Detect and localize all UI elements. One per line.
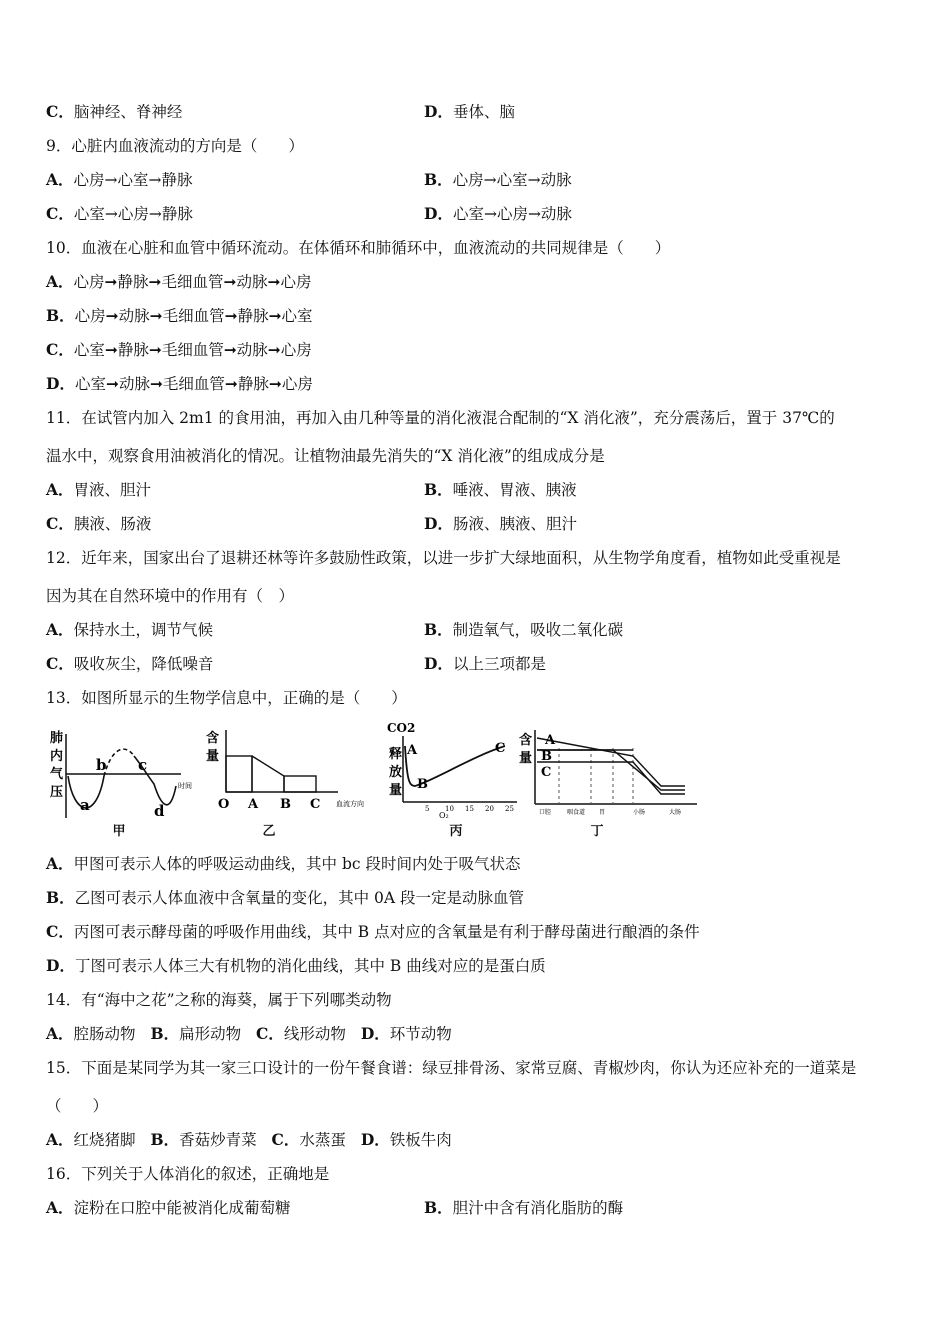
option-label: D． xyxy=(46,374,75,393)
option-text: 丁图可表示人体三大有机物的消化曲线，其中 B 曲线对应的是蛋白质 xyxy=(74,957,546,975)
option-label: D． xyxy=(424,654,453,673)
option-b-col xyxy=(424,480,577,500)
option-label: A． xyxy=(46,1130,74,1149)
option-label: C． xyxy=(46,514,74,533)
option-text: 心室➞静脉➞毛细血管➞动脉➞心房 xyxy=(73,341,312,359)
x-axis-label: 血流方向 xyxy=(336,800,364,808)
option-text: 胃液、胆汁 xyxy=(73,481,152,499)
option-text: 环节动物 xyxy=(389,1025,452,1043)
question-stem-cont: 因为其在自然环境中的作用有（ ） xyxy=(46,587,295,605)
option-b-col xyxy=(424,1198,623,1218)
option-row xyxy=(46,854,521,874)
option-b-col xyxy=(424,102,515,122)
question-stem: 14．有“海中之花”之称的海葵，属于下列哪类动物 xyxy=(46,991,392,1009)
figure-ding xyxy=(515,726,705,822)
option-text: 胆汁中含有消化脂肪的酶 xyxy=(452,1199,624,1217)
ylabel-char: 放 xyxy=(389,765,403,780)
q8-options-row xyxy=(46,102,515,122)
option-label: D． xyxy=(424,514,453,533)
option-label: A． xyxy=(46,480,74,499)
ylabel-char: 压 xyxy=(50,785,64,800)
tick-label: O xyxy=(218,797,230,812)
question-stem-cont: 温水中，观察食用油被消化的情况。让植物油最先消失的“X 消化液”的组成成分是 xyxy=(46,447,605,465)
tick-label: C xyxy=(310,797,321,812)
option-text: 水蒸蛋 xyxy=(299,1131,346,1149)
option-label: A． xyxy=(46,620,74,639)
option-label: C． xyxy=(46,340,74,359)
option-text: 心室→心房→动脉 xyxy=(452,205,572,223)
option-text: 肠液、胰液、胆汁 xyxy=(452,515,577,533)
question-stem: 15．下面是某同学为其一家三口设计的一份午餐食谱：绿豆排骨汤、家常豆腐、青椒炒肉，你认为还应补充的一道菜是 xyxy=(46,1059,857,1077)
figure-caption-bing: 丙 xyxy=(449,824,463,839)
option-text: 乙图可表示人体血液中含氧量的变化，其中 0A 段一定是动脉血管 xyxy=(74,889,525,907)
figure-bing xyxy=(383,720,533,820)
option-text: 淀粉在口腔中能被消化成葡萄糖 xyxy=(73,1199,291,1217)
option-label: B． xyxy=(424,620,453,639)
option-b-col xyxy=(424,204,572,224)
option-label: A． xyxy=(46,170,74,189)
option-row xyxy=(46,922,700,942)
option-text: 扁形动物 xyxy=(179,1025,242,1043)
q12-options-row-2 xyxy=(46,654,546,674)
option-text: 心室➞动脉➞毛细血管➞静脉➞心房 xyxy=(74,375,313,393)
ylabel-char: 肺 xyxy=(50,731,64,746)
ylabel-char: 量 xyxy=(206,749,220,764)
tick-label: 25 xyxy=(505,805,514,813)
option-label: C． xyxy=(256,1024,284,1043)
tick-label: 小肠 xyxy=(633,809,646,816)
option-label: B． xyxy=(46,306,75,325)
q14-options-row xyxy=(46,1024,452,1044)
option-text: 心房➞动脉➞毛细血管➞静脉➞心室 xyxy=(74,307,313,325)
option-label: C． xyxy=(46,654,74,673)
tick-label: 20 xyxy=(485,805,494,813)
tick-label: B xyxy=(280,797,291,812)
option-text: 唾液、胃液、胰液 xyxy=(452,481,577,499)
point-label-a: a xyxy=(80,796,90,814)
ylabel-char: 含 xyxy=(206,731,220,746)
tick-label: 胃 xyxy=(599,809,606,816)
option-text: 心室→心房→静脉 xyxy=(73,205,193,223)
tick-label: 口腔 xyxy=(539,809,552,816)
option-text: 吸收灰尘，降低噪音 xyxy=(73,655,214,673)
option-label: A． xyxy=(46,1024,74,1043)
curve-label-a: A xyxy=(545,733,556,748)
option-row xyxy=(46,272,311,292)
option-label: C． xyxy=(271,1130,300,1149)
question-stem-cont: （ ） xyxy=(46,1097,109,1115)
option-text: 香菇炒青菜 xyxy=(179,1131,257,1149)
question-stem: 10．血液在心脏和血管中循环流动。在体循环和肺循环中，血液流动的共同规律是（ ） xyxy=(46,239,671,257)
tick-label: 咽食道 xyxy=(567,809,586,816)
point-label-b: B xyxy=(417,777,428,792)
ylabel-char: 含 xyxy=(519,733,533,748)
ylabel-char: 量 xyxy=(519,751,533,766)
q15-options-row xyxy=(46,1130,452,1150)
point-label-c: C xyxy=(495,741,506,756)
ylabel-char: 释 xyxy=(389,747,403,762)
option-label: C． xyxy=(46,102,74,121)
curve-dashed xyxy=(104,749,134,776)
option-row xyxy=(46,306,313,326)
option-text: 制造氧气，吸收二氧化碳 xyxy=(452,621,624,639)
option-label: A． xyxy=(46,854,74,873)
option-row xyxy=(46,956,546,976)
bar-oa xyxy=(226,756,252,792)
option-row xyxy=(46,374,313,394)
option-label: A． xyxy=(46,272,74,291)
option-label: D． xyxy=(424,102,453,121)
point-label-c: c xyxy=(138,756,148,774)
curve-label-b: B xyxy=(541,749,552,764)
figure-caption-yi: 乙 xyxy=(262,824,276,839)
question-stem: 13．如图所显示的生物学信息中，正确的是（ ） xyxy=(46,689,407,707)
bar-bc xyxy=(284,776,316,792)
option-text: 胰液、肠液 xyxy=(73,515,152,533)
q12-options-row-1 xyxy=(46,620,624,640)
option-b-col xyxy=(424,514,577,534)
tick-label: 10 xyxy=(445,805,454,813)
option-label: C． xyxy=(46,922,74,941)
x-axis-label: O₂ xyxy=(439,811,449,820)
curve-label-c: C xyxy=(541,765,552,780)
option-label: D． xyxy=(360,1130,390,1149)
option-text: 保持水土，调节气候 xyxy=(73,621,214,639)
q9-options-row-1 xyxy=(46,170,572,190)
option-b-col xyxy=(424,620,623,640)
option-label: D． xyxy=(424,204,453,223)
option-label: D． xyxy=(360,1024,390,1043)
option-text: 心房➞静脉➞毛细血管➞动脉➞心房 xyxy=(73,273,312,291)
bar-ab xyxy=(252,756,284,792)
option-row xyxy=(46,340,312,360)
question-stem: 11．在试管内加入 2m1 的食用油，再加入由几种等量的消化液混合配制的“X 消化液”，充分震荡后，置于 37℃的 xyxy=(46,409,835,427)
question-stem: 9．心脏内血液流动的方向是（ ） xyxy=(46,137,304,155)
option-label: B． xyxy=(46,888,75,907)
tick-label: 大肠 xyxy=(669,809,682,816)
option-label: C． xyxy=(46,204,74,223)
option-text: 脑神经、脊神经 xyxy=(73,103,183,121)
tick-label: 15 xyxy=(465,805,474,813)
point-label-a: A xyxy=(407,743,418,758)
figure-yi xyxy=(200,726,370,836)
q11-options-row-1 xyxy=(46,480,577,500)
option-text: 丙图可表示酵母菌的呼吸作用曲线，其中 B 点对应的含氧量是有利于酵母菌进行酿酒的条件 xyxy=(73,923,700,941)
option-label: B． xyxy=(150,1024,180,1043)
option-label: B． xyxy=(424,480,453,499)
question-stem: 12．近年来，国家出台了退耕还林等许多鼓励性政策，以进一步扩大绿地面积，从生物学角度看，植物如此受重视是 xyxy=(46,549,841,567)
ylabel-char: 气 xyxy=(50,767,64,782)
option-row xyxy=(46,888,524,908)
option-text: 心房→心室→静脉 xyxy=(73,171,193,189)
option-b-col xyxy=(424,654,546,674)
option-text: 垂体、脑 xyxy=(452,103,515,121)
chart-title: CO2 xyxy=(387,721,416,735)
option-label: B． xyxy=(424,170,453,189)
option-text: 线形动物 xyxy=(283,1025,346,1043)
option-text: 铁板牛肉 xyxy=(389,1131,452,1149)
point-label-b: b xyxy=(96,756,107,774)
option-b-col xyxy=(424,170,572,190)
option-text: 红烧猪脚 xyxy=(73,1131,136,1149)
tick-label: A xyxy=(248,797,259,812)
ylabel-char: 内 xyxy=(50,749,64,764)
q9-options-row-2 xyxy=(46,204,572,224)
option-label: B． xyxy=(150,1130,180,1149)
option-text: 腔肠动物 xyxy=(73,1025,136,1043)
figure-caption-ding: 丁 xyxy=(590,824,604,839)
q11-options-row-2 xyxy=(46,514,577,534)
question-stem: 16．下列关于人体消化的叙述，正确地是 xyxy=(46,1165,330,1183)
figure-caption-jia: 甲 xyxy=(112,824,126,839)
option-text: 甲图可表示人体的呼吸运动曲线，其中 bc 段时间内处于吸气状态 xyxy=(73,855,521,873)
q16-options-row xyxy=(46,1198,624,1218)
option-label: D． xyxy=(46,956,75,975)
option-label: B． xyxy=(424,1198,453,1217)
option-label: A． xyxy=(46,1198,74,1217)
ylabel-char: 量 xyxy=(389,783,403,798)
tick-label: 5 xyxy=(425,805,430,813)
point-label-d: d xyxy=(154,802,165,820)
x-axis-label: 时间 xyxy=(178,782,192,790)
option-text: 心房→心室→动脉 xyxy=(452,171,572,189)
option-text: 以上三项都是 xyxy=(452,655,546,673)
